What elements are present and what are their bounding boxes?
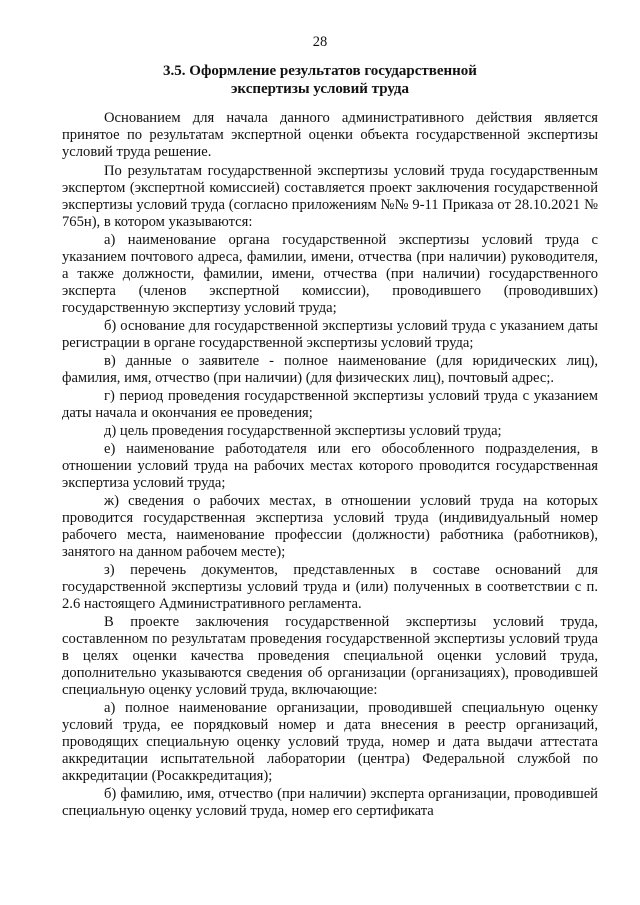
list-item-v: в) данные о заявителе - полное наименование (для юридических лиц), фамилия, имя, отчество (при наличии) (для физических лиц), почтовый адрес;. bbox=[62, 353, 598, 386]
document-body bbox=[62, 110, 598, 820]
list-item-g: г) период проведения государственной экспертизы условий труда с указанием даты начала и окончания ее проведения; bbox=[62, 388, 598, 421]
sub-item-b: б) фамилию, имя, отчество (при наличии) эксперта организации, проводившей специальную оценку условий труда, номер его сертификата bbox=[62, 786, 598, 819]
list-item-z: з) перечень документов, представленных в составе оснований для государственной экспертизы условий труда и (или) полученных в соответствии с п. 2.6 настоящего Административного регламента. bbox=[62, 562, 598, 612]
page-number: 28 bbox=[312, 34, 328, 50]
section-heading-line-1: 3.5. Оформление результатов государственной bbox=[163, 63, 477, 79]
list-item-zh: ж) сведения о рабочих местах, в отношении условий труда на которых проводится государственная экспертиза условий труда (индивидуальный номер рабочего места, наименование профессии (должности) работника (работников), занятого на данном рабочем месте); bbox=[62, 493, 598, 560]
section-heading bbox=[120, 62, 520, 98]
sub-item-a: а) полное наименование организации, проводившей специальную оценку условий труда, ее порядковый номер и дата внесения в реестр организаций, проводящих специальную оценку условий труда, номер и дата выдачи аттестата аккредитации испытательной лаборатории (центра) Федеральной службой по аккредитации (Росаккредитация); bbox=[62, 700, 598, 784]
list-item-e: е) наименование работодателя или его обособленного подразделения, в отношении условий труда на рабочих местах которого проводится государственная экспертиза условий труда; bbox=[62, 441, 598, 491]
paragraph-draft-conclusion: По результатам государственной экспертизы условий труда государственным экспертом (экспертной комиссией) составляется проект заключения государственной экспертизы условий труда (согласно приложениям №№ 9-11 Приказа от 28.10.2021 № 765н), в котором указываются: bbox=[62, 163, 598, 230]
paragraph-basis: Основанием для начала данного административного действия является принятое по результатам экспертной оценки объекта государственной экспертизы условий труда решение. bbox=[62, 110, 598, 160]
list-item-b: б) основание для государственной экспертизы условий труда с указанием даты регистрации в органе государственной экспертизы условий труда; bbox=[62, 318, 598, 351]
section-heading-line-2: экспертизы условий труда bbox=[230, 81, 410, 97]
list-item-a: а) наименование органа государственной экспертизы условий труда с указанием почтового адреса, фамилии, имени, отчества (при наличии) руководителя, а также должности, фамилии, имени, отчества (при наличии) государственного эксперта (членов экспертной комиссии), проводившего (проводивших) государственную экспертизу условий труда; bbox=[62, 232, 598, 316]
paragraph-additional-info: В проекте заключения государственной экспертизы условий труда, составленном по результатам проведения государственной экспертизы условий труда в целях оценки качества проведения специальной оценки условий труда, дополнительно указываются сведения об организации (организациях), проводившей специальную оценку условий труда, включающие: bbox=[62, 614, 598, 698]
list-item-d: д) цель проведения государственной экспертизы условий труда; bbox=[104, 423, 502, 439]
